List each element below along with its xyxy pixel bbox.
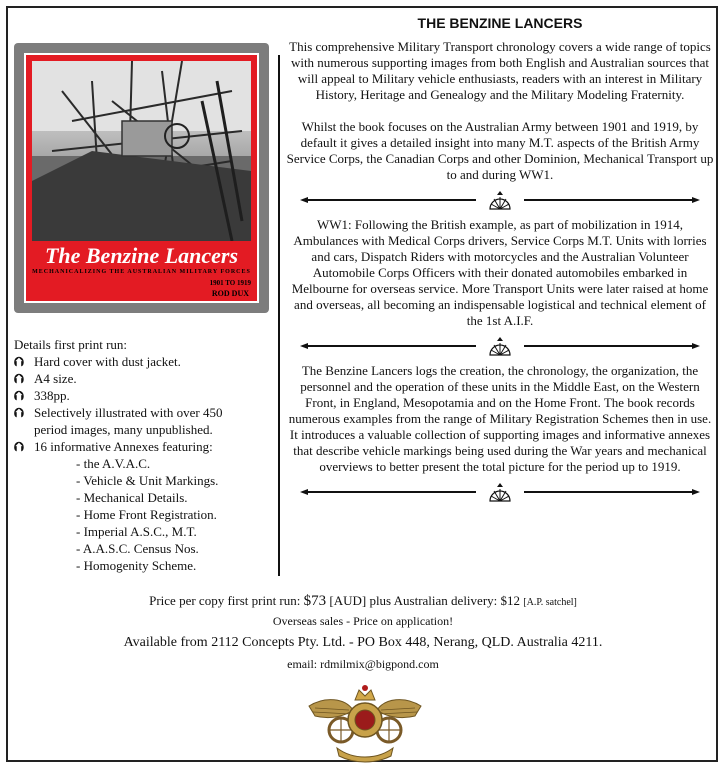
list-item-continuation: period images, many unpublished. [34,422,213,437]
book-cover-frame [14,43,269,313]
arrow-up-icon: ⮉ [14,439,24,454]
ornament-divider [286,334,714,358]
cover-subtitle: MECHANICALIZING THE AUSTRALIAN MILITARY FORCES [32,269,251,275]
cover-photo [32,61,251,241]
cover-years: 1901 TO 1919 [209,279,251,287]
intro-paragraph: This comprehensive Military Transport chronology covers a wide range of topics with numerous supporting images from both English and Australian sources that will appeal to Military vehicle enthusiasts, readers with an interest in Military History, Heritage and Genealogy and the Military Modeling Fraternity. [289,39,711,102]
list-item: ⮉ 338pp. [14,388,70,403]
availability-line: Available from 2112 Concepts Pty. Ltd. - PO Box 448, Nerang, QLD. Australia 4211. [123,635,603,650]
details-heading: Details first print run: [14,337,128,352]
list-item: ⮉ Selectively illustrated with over 450 [14,405,223,420]
page-title: THE BENZINE LANCERS [417,15,583,31]
annex-item: - Homogenity Scheme. [76,558,197,573]
arrow-up-icon: ⮉ [14,388,24,403]
ww1-paragraph: WW1: Following the British example, as part of mobilization in 1914, Ambulances with Medical Corps drivers, Service Corps M.T. Units with lorries and cars, Dispatch Riders with motorcycles and the Australian Volunteer Automobile Corps Officers with their donated automobiles embarked in Melbourne for overseas service. More Transport Units were later raised at home and overseas, all becoming an indispensable logistical and technical element of the 1st A.I.F. [291,217,709,328]
ornament-divider [286,480,714,504]
list-item: ⮉ 16 informative Annexes featuring: [14,439,213,454]
cover-author: ROD DUX [211,289,249,298]
corps-badge-icon [305,676,425,764]
price-amount: $73 [303,593,327,609]
list-item: ⮉ Hard cover with dust jacket. [14,354,181,369]
annex-item: - A.A.S.C. Census Nos. [76,541,199,556]
annex-item: - Home Front Registration. [76,507,217,522]
email-line: email: rdmilmix@bigpond.com [287,657,439,671]
list-item: ⮉ A4 size. [14,371,77,386]
overseas-line: Overseas sales - Price on application! [272,614,454,628]
summary-paragraph: The Benzine Lancers logs the creation, the chronology, the organization, the personnel and the operation of these units in the Middle East, on the Western Front, in England, Mesopotamia and on the Home Front. The book records numerous examples from the range of Military Registration Schemes then in use. It introduces a valuable collection of supporting images and informative annexes that describe vehicle markings being used during the War years and mechanical overviews to better present the total picture for the period up to 1919. [288,363,712,474]
rising-sun-badge-icon [488,335,512,357]
annex-item: - Vehicle & Unit Markings. [76,473,219,488]
column-divider [278,55,280,576]
rising-sun-badge-icon [488,481,512,503]
ornament-divider [286,188,714,212]
arrow-up-icon: ⮉ [14,354,24,369]
focus-paragraph: Whilst the book focuses on the Australian Army between 1901 and 1919, by default it gives a detailed insight into many M.T. aspects of the British Army Service Corps, the Canadian Corps and other Dominion, Mechanical Transport up to and during WW1. [286,119,714,182]
rising-sun-badge-icon [488,189,512,211]
arrow-up-icon: ⮉ [14,371,24,386]
price-line: Price per copy first print run: $73 [AUD] plus Australian delivery: $12 [A.P. satchel] [149,593,577,609]
annex-item: - the A.V.A.C. [76,456,151,471]
details-list [14,336,276,574]
description-column [286,15,714,509]
annex-item: - Mechanical Details. [76,490,188,505]
book-cover [24,53,259,303]
annex-item: - Imperial A.S.C., M.T. [76,524,197,539]
cover-title: The Benzine Lancers [44,243,239,268]
arrow-up-icon: ⮉ [14,405,24,420]
